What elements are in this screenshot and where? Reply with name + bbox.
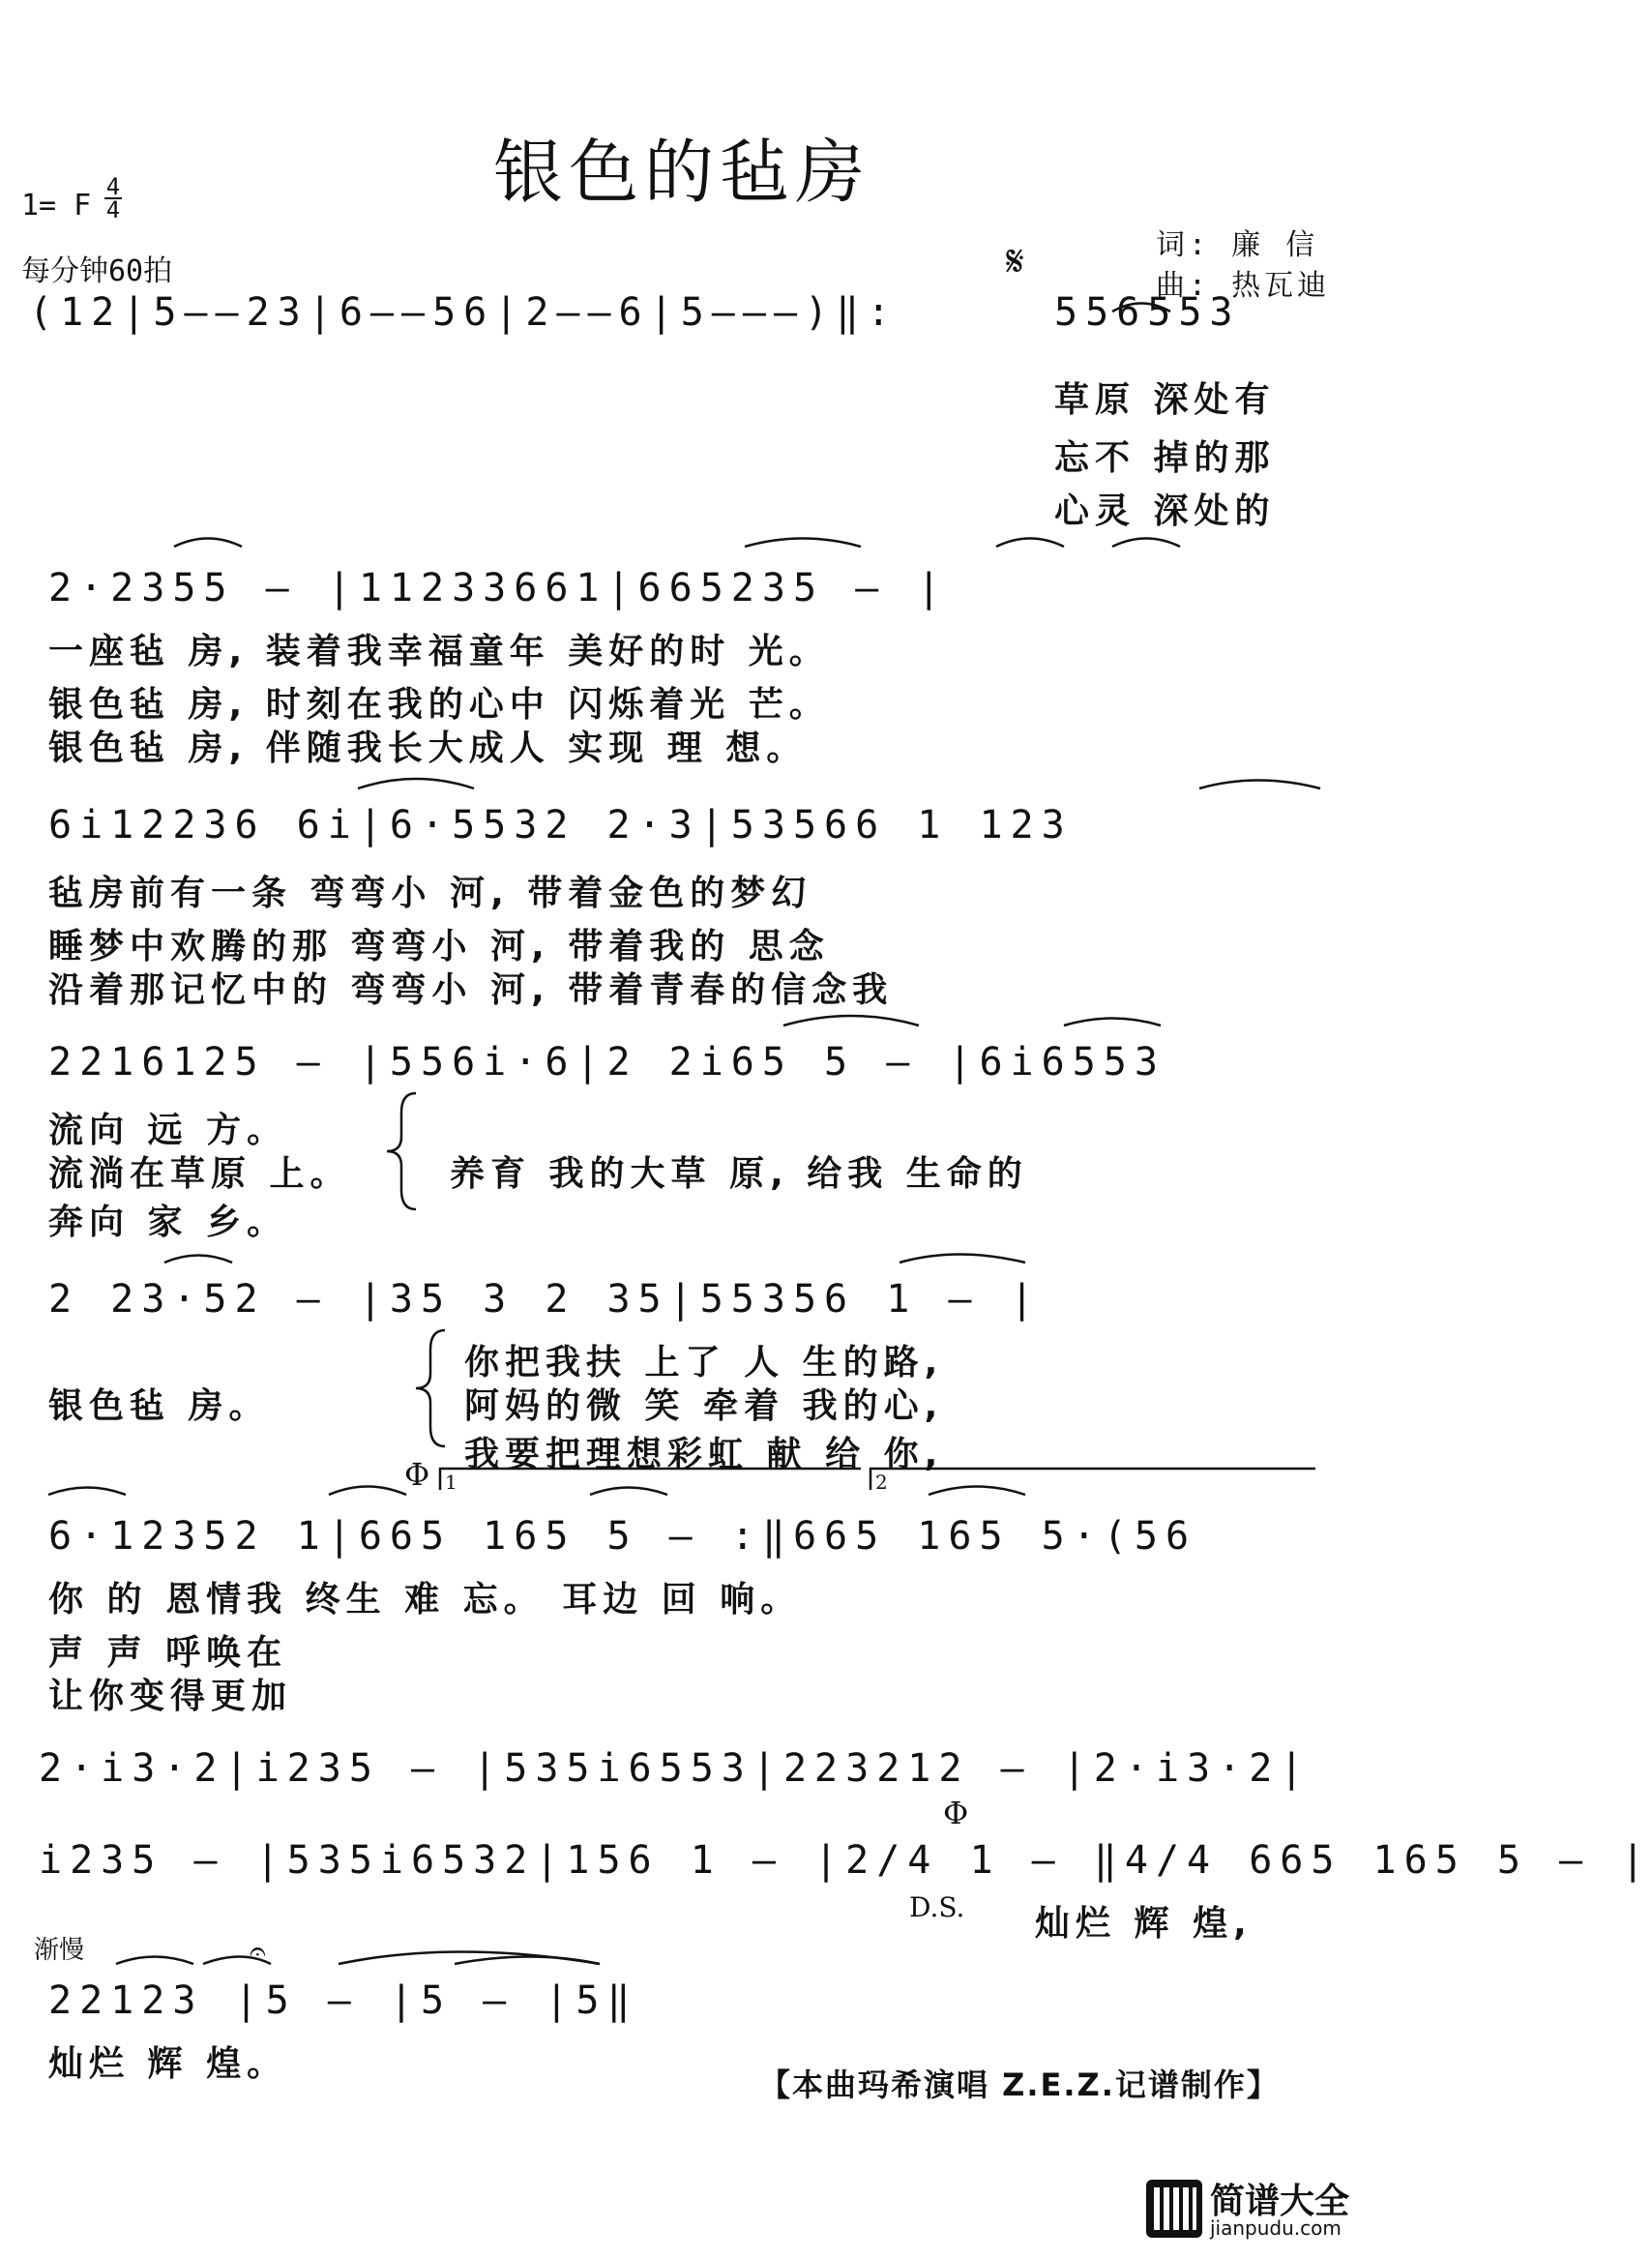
logo-url: jianpudu.com: [1210, 2216, 1342, 2240]
lyric-line-3b: 睡梦中欢腾的那 弯弯小 河, 带着我的 思念: [48, 927, 830, 966]
lyric-line-2c: 银色毡 房, 伴随我长大成人 实现 理 想。: [48, 728, 808, 768]
slur: [116, 1957, 193, 1965]
lyric-line-5c: 我要把理想彩虹 献 给 你,: [464, 1435, 944, 1474]
notation-line-7: 2·i3·2|i235 — |535i6553|223212 — |2·i3·2|: [39, 1746, 1312, 1791]
slur: [203, 1957, 271, 1965]
lyric-line-2a: 一座毡 房, 装着我幸福童年 美好的时 光。: [48, 632, 830, 671]
time-sig-top: 4: [105, 173, 121, 200]
lyric-line-5a: 你把我扶 上了 人 生的路,: [464, 1343, 944, 1382]
slur: [745, 539, 861, 548]
slur: [1064, 1019, 1161, 1026]
notation-line-4: 2216125 — |556i·6|2 2i65 5 — |6i6553: [48, 1040, 1165, 1085]
page-title: 银色的毡房: [492, 132, 870, 213]
volta-bracket-2: [870, 1469, 1315, 1490]
lyric-line-9: 灿烂 辉 煌。: [48, 2044, 288, 2084]
notation-line-9: 22123 |5 — |5 — |5‖: [48, 1978, 638, 2023]
lyric-line-4b: 流淌在草原 上。: [48, 1154, 351, 1194]
lyric-line-5b: 阿妈的微 笑 牵着 我的心,: [464, 1386, 944, 1426]
slur: [1199, 781, 1320, 789]
time-sig-bottom: 4: [105, 196, 121, 223]
notation-line-1-right: 556553: [1054, 290, 1241, 335]
slur: [1112, 539, 1180, 548]
lyric-line-4a: 流向 远 方。: [48, 1111, 288, 1150]
slur: [174, 539, 242, 548]
lyric-line-1a: 草原 深处有: [1054, 380, 1276, 420]
ds-label: D.S.: [909, 1891, 965, 1923]
lyric-line-5-left: 银色毡 房。: [48, 1386, 270, 1426]
fermata-icon: 𝄐: [250, 1935, 266, 1969]
slur: [929, 1487, 1025, 1496]
lyric-line-4-brace: 养育 我的大草 原, 给我 生命的: [450, 1154, 1028, 1194]
lyric-line-4c: 奔向 家 乡。: [48, 1203, 288, 1242]
notation-line-8: i235 — |535i6532|156 1 — |2/4 1 — ‖4/4 665 165 5 — |: [39, 1838, 1652, 1883]
brace: [416, 1330, 445, 1446]
tempo-marking: 每分钟60拍: [21, 254, 173, 288]
notation-line-6: 6·12352 1|665 165 5 — :‖665 165 5·(56: [48, 1514, 1197, 1559]
coda-mark-1: Φ: [404, 1456, 430, 1493]
logo-title: 简谱大全: [1210, 2182, 1350, 2221]
brace: [387, 1093, 416, 1209]
slur: [455, 1957, 600, 1965]
lyric-line-6c: 让你变得更加: [48, 1677, 293, 1716]
key-label: 1= F: [21, 189, 92, 223]
slur: [783, 1016, 919, 1025]
slur: [996, 539, 1064, 548]
notation-line-5: 2 23·52 — |35 3 2 35|55356 1 — |: [48, 1277, 1042, 1322]
lyricist-credit: 词: 廉 信: [1156, 228, 1319, 262]
volta-2-label: 2: [875, 1471, 888, 1494]
notation-line-2: 2·2355 — |11233661|665235 — |: [48, 566, 949, 610]
slur: [358, 779, 474, 788]
slur: [590, 1488, 667, 1496]
ritardando-label: 渐慢: [34, 1936, 85, 1965]
composer-credit: 曲: 热瓦迪: [1156, 269, 1331, 303]
slur: [1112, 304, 1170, 312]
lyric-line-1c: 心灵 深处的: [1054, 491, 1276, 531]
slur: [329, 1487, 406, 1496]
lyric-line-3a: 毡房前有一条 弯弯小 河, 带着金色的梦幻: [48, 874, 812, 913]
footer-note: 【本曲玛希演唱 Z.E.Z.记谱制作】: [759, 2066, 1280, 2103]
segno-mark: 𝄋: [1006, 237, 1024, 286]
lyric-line-2b: 银色毡 房, 时刻在我的心中 闪烁着光 芒。: [48, 685, 830, 725]
slur: [164, 1256, 232, 1263]
lyric-line-1b: 忘不 掉的那: [1054, 438, 1276, 478]
coda-mark-2: Φ: [943, 1795, 969, 1831]
volta-1-label: 1: [445, 1471, 457, 1494]
lyric-line-6b: 声 声 呼唤在: [48, 1633, 288, 1673]
volta-bracket-1: [440, 1469, 861, 1490]
lyric-line-6a: 你 的 恩情我 终生 难 忘。 耳边 回 响。: [48, 1580, 802, 1620]
slur: [900, 1255, 1025, 1263]
slur: [48, 1488, 126, 1496]
lyric-line-3c: 沿着那记忆中的 弯弯小 河, 带着青春的信念我: [48, 970, 894, 1010]
notation-line-1: (12|5——23|6——56|2——6|5———)‖:: [29, 290, 899, 335]
lyric-line-8-right: 灿烂 辉 煌,: [1035, 1904, 1253, 1944]
notation-line-3: 6i12236 6i|6·5532 2·3|53566 1 123: [48, 803, 1073, 847]
